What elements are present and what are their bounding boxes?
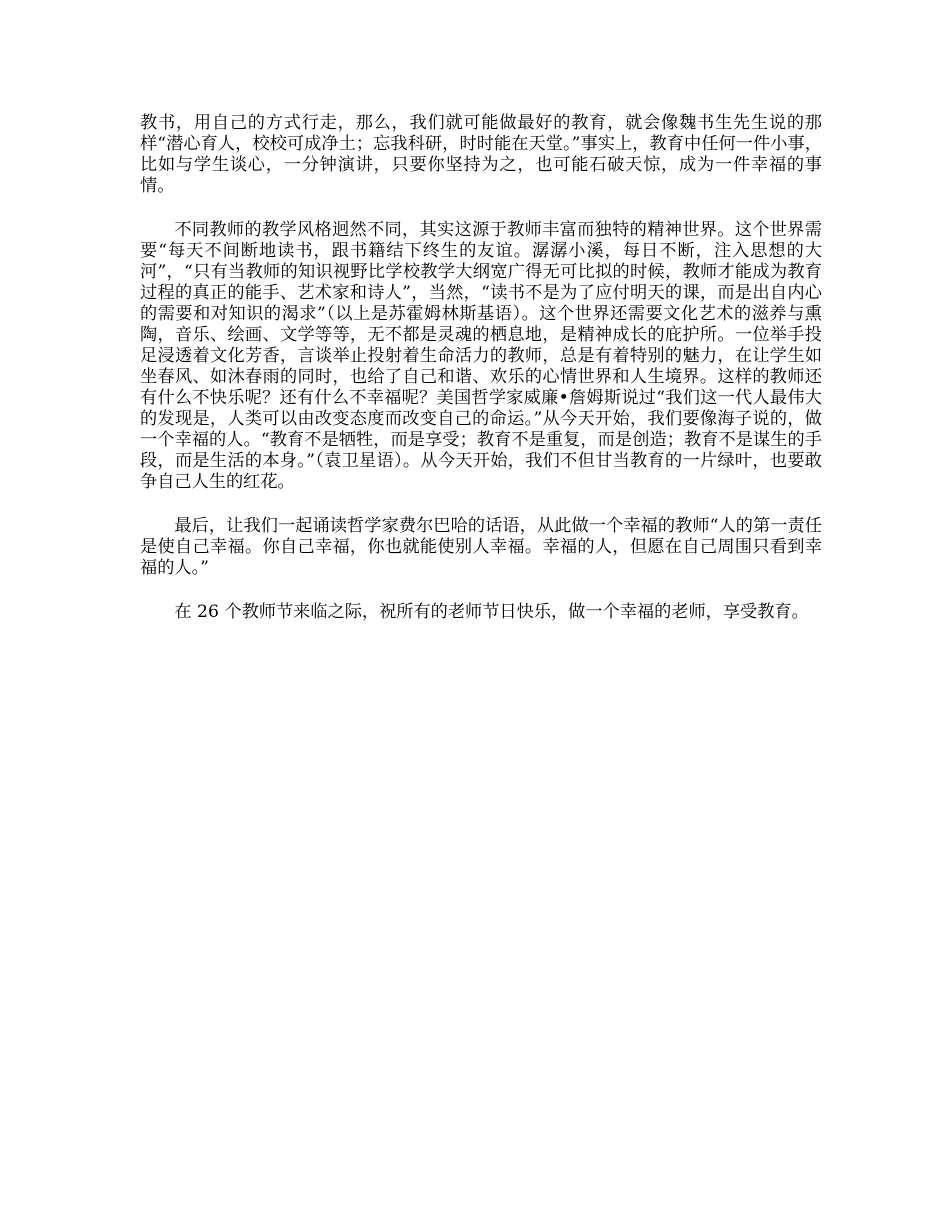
paragraph-1: 教书，用自己的方式行走，那么，我们就可能做最好的教育，就会像魏书生先生说的那样“潜心育人，校校可成净土；忘我科研，时时能在天堂。”事实上，教育中任何一件小事，比如与学生谈心，一分钟演讲，只要你坚持为之，也可能石破天惊，成为一件幸福的事情。: [140, 113, 822, 196]
paragraph-3: 最后，让我们一起诵读哲学家费尔巴哈的话语，从此做一个幸福的教师“人的第一责任是使自己幸福。你自己幸福，你也就能使别人幸福。幸福的人，但愿在自己周围只看到幸福的人。”: [140, 516, 822, 578]
paragraph-4: 在 26 个教师节来临之际，祝所有的老师节日快乐，做一个幸福的老师，享受教育。: [174, 602, 809, 622]
paragraph-2: 不同教师的教学风格迥然不同，其实这源于教师丰富而独特的精神世界。这个世界需要“每天不间断地读书，跟书籍结下终生的友谊。潺潺小溪，每日不断，注入思想的大河”，“只有当教师的知识视野比学校教学大纲宽广得无可比拟的时候，教师才能成为教育过程的真正的能手、艺术家和诗人”，当然，“读书不是为了应付明天的课，而是出自内心的需要和对知识的渴求”（以上是苏霍姆林斯基语）。这个世界还需要文化艺术的滋养与熏陶，音乐、绘画、文学等等，无不都是灵魂的栖息地，是精神成长的庇护所。一位举手投足浸透着文化芳香，言谈举止投射着生命活力的教师，总是有着特别的魅力，在让学生如坐春风、如沐春雨的同时，也给了自己和谐、欢乐的心情世界和人生境界。这样的教师还有什么不快乐呢？还有什么不幸福呢？美国哲学家威廉•詹姆斯说过“我们这一代人最伟大的发现是，人类可以由改变态度而改变自己的命运。”从今天开始，我们要像海子说的，做一个幸福的人。“教育不是牺牲，而是享受；教育不是重复，而是创造；教育不是谋生的手段，而是生活的本身。”（袁卫星语）。从今天开始，我们不但甘当教育的一片绿叶，也要敢争自己人生的红花。: [140, 220, 822, 492]
document-body: [140, 113, 822, 646]
